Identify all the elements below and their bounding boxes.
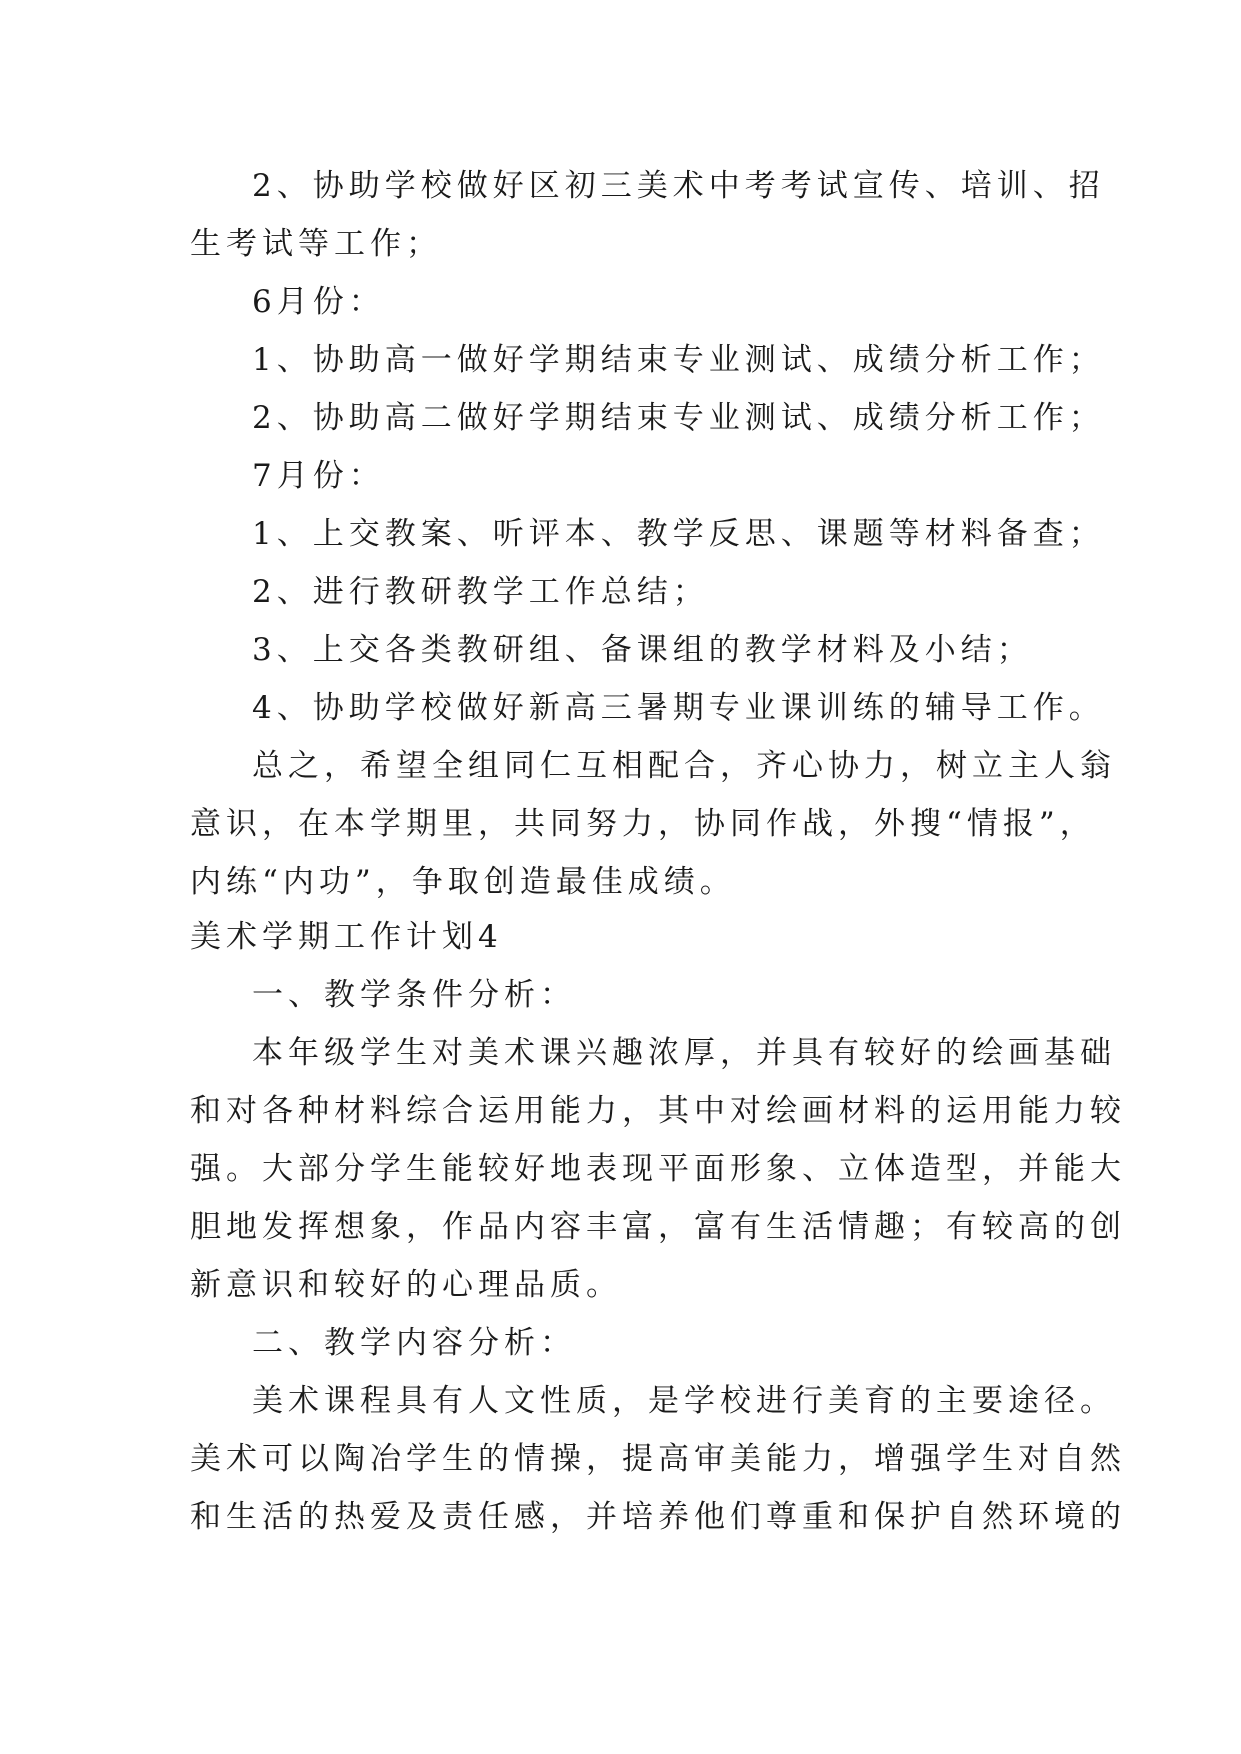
paragraph-line: 和生活的热爱及责任感，并培养他们尊重和保护自然环境的 xyxy=(190,1499,1126,1535)
paragraph-line: 强。大部分学生能较好地表现平面形象、立体造型，并能大 xyxy=(190,1151,1126,1187)
paragraph-line: 生考试等工作； xyxy=(190,226,442,262)
paragraph-line: 和对各种材料综合运用能力，其中对绘画材料的运用能力较 xyxy=(190,1093,1126,1129)
list-item: 4、协助学校做好新高三暑期专业课训练的辅导工作。 xyxy=(252,690,1105,726)
document-title: 美术学期工作计划4 xyxy=(190,919,503,955)
paragraph-line: 新意识和较好的心理品质。 xyxy=(190,1267,622,1303)
paragraph-line: 美术可以陶冶学生的情操，提高审美能力，增强学生对自然 xyxy=(190,1441,1126,1477)
section-heading: 二、教学内容分析： xyxy=(252,1325,576,1361)
section-heading: 7月份： xyxy=(252,458,385,494)
list-item: 1、上交教案、听评本、教学反思、课题等材料备查； xyxy=(252,516,1105,552)
list-item: 2、协助高二做好学期结束专业测试、成绩分析工作； xyxy=(252,400,1105,436)
paragraph-line: 本年级学生对美术课兴趣浓厚，并具有较好的绘画基础 xyxy=(252,1035,1116,1071)
paragraph-line: 2、协助学校做好区初三美术中考考试宣传、培训、招 xyxy=(252,168,1105,204)
list-item: 1、协助高一做好学期结束专业测试、成绩分析工作； xyxy=(252,342,1105,378)
list-item: 3、上交各类教研组、备课组的教学材料及小结； xyxy=(252,632,1033,668)
paragraph-line: 胆地发挥想象，作品内容丰富，富有生活情趣；有较高的创 xyxy=(190,1209,1126,1245)
list-item: 2、进行教研教学工作总结； xyxy=(252,574,709,610)
paragraph-line: 总之，希望全组同仁互相配合，齐心协力，树立主人翁 xyxy=(252,748,1116,784)
section-heading: 6月份： xyxy=(252,284,385,320)
paragraph-line: 内练“内功”，争取创造最佳成绩。 xyxy=(190,864,736,900)
paragraph-line: 意识，在本学期里，共同努力，协同作战，外搜“情报”， xyxy=(190,806,1096,842)
paragraph-line: 美术课程具有人文性质，是学校进行美育的主要途径。 xyxy=(252,1383,1116,1419)
section-heading: 一、教学条件分析： xyxy=(252,977,576,1013)
